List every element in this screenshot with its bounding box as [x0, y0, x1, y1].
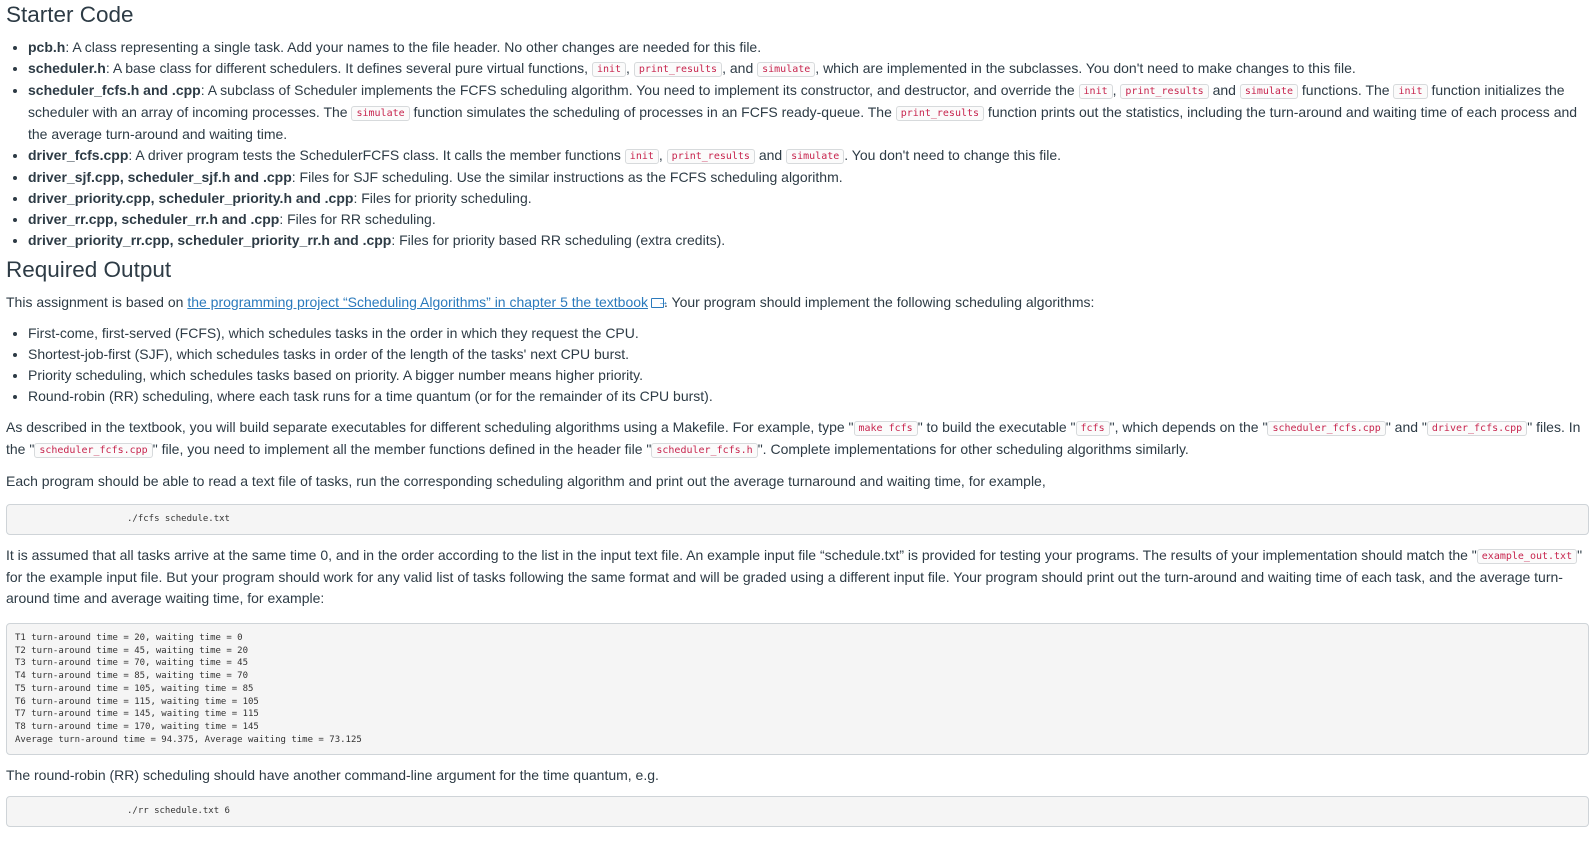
item-text: functions. The	[1298, 82, 1394, 98]
starter-code-heading: Starter Code	[6, 2, 134, 27]
file-name: driver_rr.cpp, scheduler_rr.h and .cpp	[28, 211, 280, 227]
inline-code: print_results	[667, 149, 755, 164]
item-text: function initializes the scheduler with an array of incoming processes. The	[28, 82, 1565, 120]
paragraph-text: " and "	[1385, 419, 1427, 435]
item-text: : Files for priority scheduling.	[353, 190, 532, 206]
fcfs-command-block: ./fcfs schedule.txt	[6, 504, 1589, 535]
inline-code: print_results	[1120, 84, 1208, 99]
makefile-paragraph	[6, 417, 1589, 461]
output-line: T8 turn-around time = 170, waiting time = 145	[15, 721, 259, 732]
list-item	[28, 37, 1589, 58]
required-output-heading: Required Output	[6, 257, 172, 282]
paragraph-text: " file, you need to implement all the member functions defined in the header file "	[152, 441, 652, 457]
file-name: driver_priority_rr.cpp, scheduler_priority_rr.h and .cpp	[28, 232, 392, 248]
file-name: pcb.h	[28, 39, 66, 55]
list-item	[28, 209, 1589, 230]
output-line: Average turn-around time = 94.375, Average waiting time = 73.125	[15, 734, 362, 745]
item-text: function prints out the statistics, including the turn-around and waiting time of each process and the average turn-around and waiting time.	[28, 104, 1578, 142]
item-text: : Files for RR scheduling.	[279, 211, 436, 227]
item-text: and	[754, 147, 787, 163]
output-line: T4 turn-around time = 85, waiting time = 70	[15, 671, 248, 682]
item-text: ,	[1112, 82, 1121, 98]
output-line: T3 turn-around time = 70, waiting time = 45	[15, 658, 248, 669]
paragraph-text: " files. In the "	[6, 419, 1581, 457]
inline-code: scheduler_fcfs.h	[651, 443, 757, 458]
list-item: • First-come, first-served (FCFS), which schedules tasks in the order in which they request the CPU.	[28, 323, 1589, 344]
inline-code: print_results	[896, 106, 984, 121]
inline-code: driver_fcfs.cpp	[1427, 421, 1527, 436]
intro-paragraph	[6, 292, 1589, 313]
item-text: : Files for priority based RR scheduling (extra credits).	[391, 232, 726, 248]
inline-code: simulate	[757, 62, 815, 77]
paragraph-text: As described in the textbook, you will build separate executables for different scheduling algorithms using a Makefile. For example, type "	[6, 419, 854, 435]
item-text: : A subclass of Scheduler implements the FCFS scheduling algorithm. You need to implement its constructor, and destructor, and override the	[200, 82, 1079, 98]
file-name: scheduler_fcfs.h and .cpp	[28, 82, 201, 98]
item-text: : A base class for different schedulers. It defines several pure virtual functions,	[105, 60, 592, 76]
item-text: . You don't need to change this file.	[844, 147, 1061, 163]
paragraph-text: ", which depends on the "	[1109, 419, 1268, 435]
item-text: and	[1208, 82, 1240, 98]
list-item: • Shortest-job-first (SJF), which schedules tasks in order of the length of the tasks' next CPU burst.	[28, 344, 1589, 365]
file-name: scheduler.h	[28, 60, 106, 76]
list-item	[28, 145, 1589, 167]
example-output-block	[6, 623, 1589, 755]
inline-code: scheduler_fcfs.cpp	[1267, 421, 1385, 436]
output-line: T1 turn-around time = 20, waiting time = 0	[15, 633, 243, 643]
inline-code: init	[1079, 84, 1113, 99]
paragraph-text: ". Complete implementations for other scheduling algorithms similarly.	[757, 441, 1189, 457]
file-name: driver_fcfs.cpp	[28, 147, 129, 163]
item-text: : A driver program tests the SchedulerFCFS class. It calls the member functions	[128, 147, 625, 163]
paragraph-text: " to build the executable "	[917, 419, 1076, 435]
file-name: driver_priority.cpp, scheduler_priority.h and .cpp	[28, 190, 354, 206]
output-line: T6 turn-around time = 115, waiting time = 105	[15, 696, 259, 707]
paragraph-text: It is assumed that all tasks arrive at the same time 0, and in the order according to the list in the input text file. An example input file “schedule.txt” is provided for testing your programs. The results of your implementation should match the "	[6, 547, 1477, 563]
list-item: • Priority scheduling, which schedules tasks based on priority. A bigger number means higher priority.	[28, 365, 1589, 386]
starter-file-list	[6, 37, 1589, 251]
list-item	[28, 188, 1589, 209]
inline-code: scheduler_fcfs.cpp	[34, 443, 152, 458]
inline-code: print_results	[634, 62, 722, 77]
paragraph-text: This assignment is based on	[6, 294, 188, 310]
list-item	[28, 80, 1589, 145]
paragraph-text: . Your program should implement the following scheduling algorithms:	[664, 294, 1095, 310]
inline-code: init	[625, 149, 659, 164]
round-robin-paragraph: The round-robin (RR) scheduling should have another command-line argument for the time quantum, e.g.	[6, 767, 659, 783]
read-file-paragraph: Each program should be able to read a text file of tasks, run the corresponding scheduling algorithm and print out the average turnaround and waiting time, for example,	[6, 473, 1046, 489]
item-text: , and	[722, 60, 758, 76]
item-text: ,	[626, 60, 634, 76]
inline-code: init	[1393, 84, 1427, 99]
output-line: T2 turn-around time = 45, waiting time = 20	[15, 645, 248, 656]
external-link-icon[interactable]	[651, 298, 664, 308]
list-item: • Round-robin (RR) scheduling, where each task runs for a time quantum (or for the remainder of its CPU burst).	[28, 386, 1589, 407]
paragraph-text: " for the example input file. But your program should work for any valid list of tasks following the same format and will be graded using a different input file. Your program should print out the turn-around and waiting time of each task, and the average turn-around time and average waiting time, for example:	[6, 547, 1583, 606]
output-line: T7 turn-around time = 145, waiting time = 115	[15, 709, 259, 720]
inline-code: simulate	[351, 106, 409, 121]
item-text: function simulates the scheduling of processes in an FCFS ready-queue. The	[409, 104, 896, 120]
item-text: ,	[658, 147, 667, 163]
item-text: , which are implemented in the subclasses. You don't need to make changes to this file.	[815, 60, 1356, 76]
inline-code: simulate	[786, 149, 844, 164]
inline-code: init	[592, 62, 626, 77]
inline-code: simulate	[1240, 84, 1298, 99]
textbook-project-link[interactable]: the programming project “Scheduling Algorithms” in chapter 5 the textbook	[187, 294, 649, 310]
assumption-paragraph	[6, 545, 1589, 609]
algorithm-list	[6, 323, 1589, 407]
inline-code: example_out.txt	[1477, 549, 1577, 564]
inline-code: make fcfs	[854, 421, 918, 436]
list-item	[28, 167, 1589, 188]
item-text: : A class representing a single task. Add your names to the file header. No other changes are needed for this file.	[65, 39, 762, 55]
rr-command-block: ./rr schedule.txt 6	[6, 796, 1589, 827]
file-name: driver_sjf.cpp, scheduler_sjf.h and .cpp	[28, 169, 292, 185]
output-line: T5 turn-around time = 105, waiting time = 85	[15, 683, 254, 694]
list-item	[28, 58, 1589, 80]
item-text: : Files for SJF scheduling. Use the similar instructions as the FCFS scheduling algorithm.	[291, 169, 843, 185]
inline-code: fcfs	[1076, 421, 1110, 436]
list-item	[28, 230, 1589, 251]
